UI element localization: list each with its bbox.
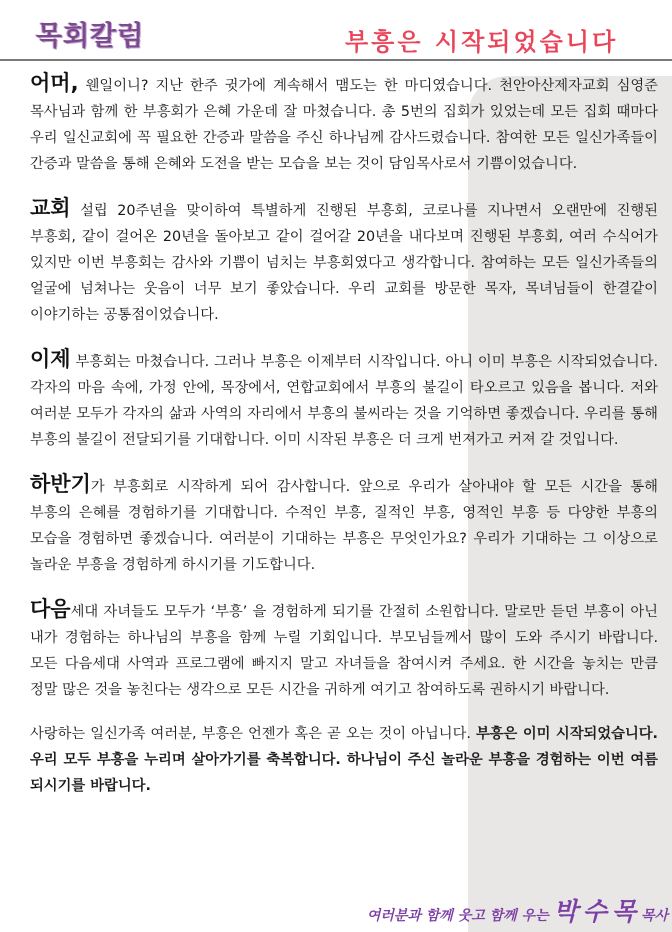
column-title: 목회칼럼 bbox=[36, 21, 145, 52]
page-title: 부흥은 시작되었습니다 bbox=[345, 28, 619, 56]
paragraph-2 bbox=[30, 195, 658, 328]
signature-suffix: 목사 bbox=[640, 908, 668, 924]
lead-word: 이제 bbox=[30, 347, 71, 371]
paragraph-text: 설립 20주년을 맞이하여 특별하게 진행된 부흥회, 코로나를 지나면서 오랜만에 진행된 부흥회, 같이 걸어온 20년을 돌아보고 같이 걸어갈 20년을 내다보며 진행된 부흥회, 여러 수식어가 있지만 이번 부흥회는 감사와 기쁨이 넘치는 부흥회였다고 생각합니다. 참여하는 모든 일신가족들의 얼굴에 넘쳐나는 웃음이 너무 보기 좋았습니다. 우리 교회를 방문한 목자, 목녀님들이 한결같이 이야기하는 공통점이었습니다. bbox=[30, 203, 658, 323]
closing-bold-text: 부흥은 이미 시작되었습니다. 우리 모두 부흥을 누리며 살아가기를 축복합니다. 하나님이 주신 놀라운 부흥을 경험하는 이번 여름 되시기를 바랍니다. bbox=[30, 726, 658, 794]
paragraph-4 bbox=[30, 471, 658, 578]
divider bbox=[0, 59, 672, 61]
article-body bbox=[30, 70, 658, 817]
paragraph-5 bbox=[30, 596, 658, 703]
signature-prefix: 여러분과 함께 웃고 함께 우는 bbox=[366, 908, 549, 924]
lead-word: 다음 bbox=[30, 597, 71, 621]
lead-word: 교회 bbox=[30, 196, 71, 220]
closing-paragraph bbox=[30, 721, 658, 799]
paragraph-1 bbox=[30, 70, 658, 177]
lead-word: 어머, bbox=[30, 71, 79, 95]
paragraph-text: 부흥회는 마쳤습니다. 그러나 부흥은 이제부터 시작입니다. 아니 이미 부흥은 시작되었습니다. 각자의 마음 속에, 가정 안에, 목장에서, 연합교회에서 부흥의 불길이 타오르고 있음을 봅니다. 저와 여러분 모두가 각자의 삶과 사역의 자리에서 부흥의 불씨라는 것을 기억하면 좋겠습니다. 우리를 통해 부흥의 불길이 전달되기를 기대합니다. 이미 시작된 부흥은 더 크게 번져가고 커져 갈 것입니다. bbox=[30, 354, 658, 448]
paragraph-3 bbox=[30, 346, 658, 453]
paragraph-text: 세대 자녀들도 모두가 ‘부흥’ 을 경험하게 되기를 간절히 소원합니다. 말로만 듣던 부흥이 아닌 내가 경험하는 하나님의 부흥을 함께 누릴 기회입니다. 부모님들께서 많이 도와 주시기 바랍니다. 모든 다음세대 사역과 프로그램에 빠지지 말고 자녀들을 참여시켜 주세요. 한 시간을 놓치는 만큼 정말 많은 것을 놓친다는 생각으로 모든 시간을 귀하게 여기고 참여하도록 권하시기 바랍니다. bbox=[30, 604, 658, 698]
paragraph-text: 웬일이니? 지난 한주 귓가에 계속해서 맴도는 한 마디였습니다. 천안아산제자교회 심영준 목사님과 함께 한 부흥회가 은혜 가운데 잘 마쳤습니다. 총 5번의 집회가 있었는데 모든 집회 때마다 우리 일신교회에 꼭 필요한 간증과 말씀을 주신 하나님께 감사드렸습니다. 참여한 모든 일신가족들이 간증과 말씀을 통해 은혜와 도전을 받는 모습을 보는 것이 담임목사로서 기쁨이었습니다. bbox=[30, 78, 658, 172]
paragraph-text: 가 부흥회로 시작하게 되어 감사합니다. 앞으로 우리가 살아내야 할 모든 시간을 통해 부흥의 은혜를 경험하기를 기대합니다. 수적인 부흥, 질적인 부흥, 영적인 부흥 등 다양한 부흥의 모습을 경험하면 좋겠습니다. 여러분이 기대하는 부흥은 무엇인가요? 우리가 기대하는 그 이상으로 놀라운 부흥을 경험하게 하시기를 기도합니다. bbox=[30, 479, 658, 573]
signature-name: 박수목 bbox=[553, 897, 641, 926]
lead-word: 하반기 bbox=[30, 472, 91, 496]
signature bbox=[367, 892, 668, 928]
closing-text: 사랑하는 일신가족 여러분, 부흥은 언젠가 혹은 곧 오는 것이 아닙니다. bbox=[30, 726, 476, 742]
